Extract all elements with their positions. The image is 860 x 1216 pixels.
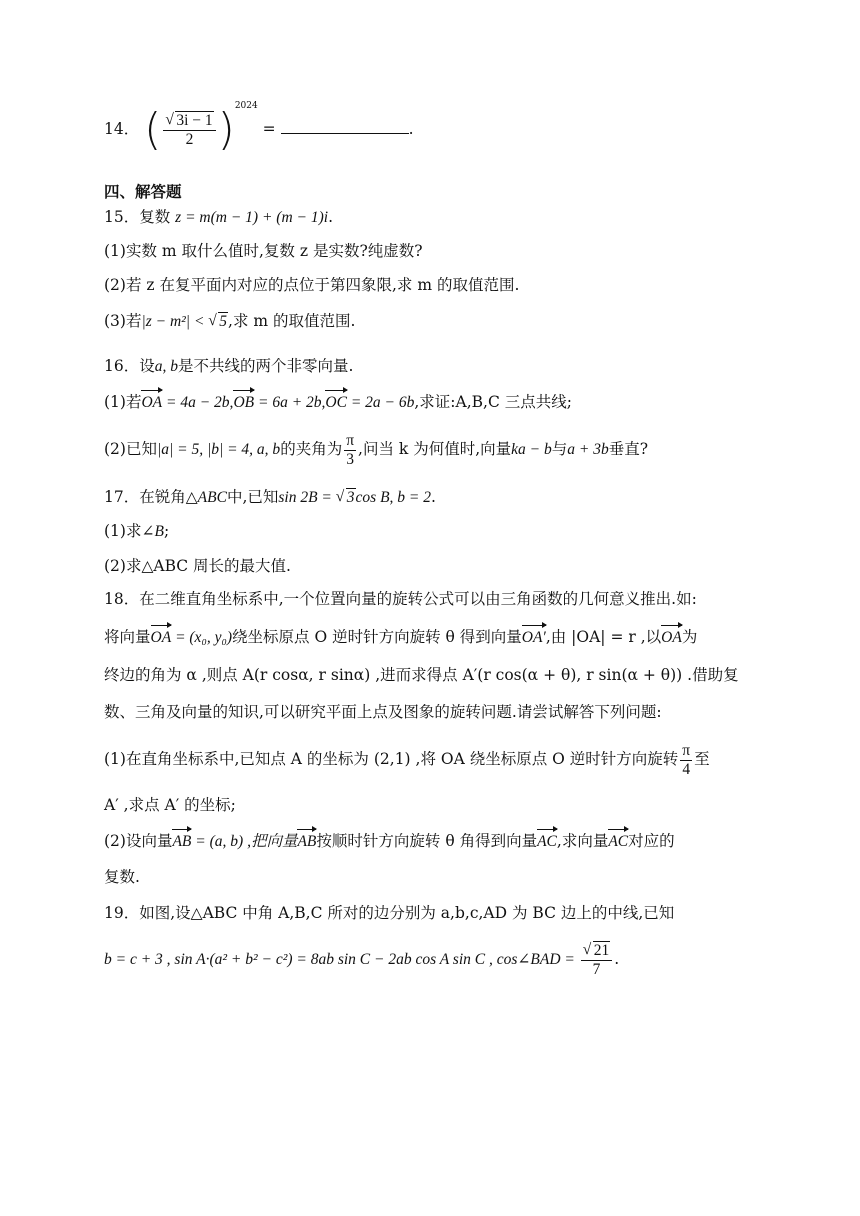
question-18-line-1: 18．在二维直角坐标系中,一个位置向量的旋转公式可以由三角函数的几何意义推出.如: (104, 590, 697, 608)
vector-ac: AC (537, 831, 557, 853)
part-text: 与 (551, 440, 568, 458)
part-text: 按顺时针方向旋转 θ 角得到向量 (316, 832, 538, 850)
period: ; (163, 522, 170, 540)
vector-names: a, b (154, 358, 178, 375)
vector-oc-value: = 2a − 6b (346, 394, 415, 411)
condition-formula: |a| = 5, |b| = 4, a, b (156, 441, 281, 458)
denominator: 4 (682, 760, 691, 778)
question-18-part-1-cont: A′ ,求点 A′ 的坐标; (104, 796, 236, 814)
denominator: 3 (346, 450, 354, 468)
vector-oa-prime: OA′ (522, 627, 546, 649)
part-label: (1)求 (104, 522, 142, 540)
section-heading: 四、解答题 (104, 183, 182, 201)
right-paren: ) (217, 104, 235, 155)
angle-fraction (680, 742, 692, 779)
part-label: (2)已知 (104, 440, 157, 458)
vector-ob: OB (233, 392, 254, 414)
question-19-line-1: 19．如图,设△ABC 中角 A,B,C 所对的边分别为 a,b,c,AD 为 BC 边上的中线,已知 (104, 904, 675, 922)
question-17-stem (104, 486, 764, 509)
stem-formula: cos B, b = 2 (355, 489, 431, 506)
question-18-part-2 (104, 830, 764, 853)
period: . (431, 488, 436, 506)
stem-formula: z = m(m − 1) + (m − 1)i (175, 209, 329, 226)
stem-text-end: 是不共线的两个非零向量. (177, 357, 354, 375)
question-19-line-2 (104, 934, 764, 984)
angle-fraction (344, 432, 356, 469)
vector-oc: OC (325, 392, 347, 414)
equals-sign: = (262, 120, 281, 138)
exponent: 2024 (234, 100, 258, 111)
period: . (328, 208, 333, 226)
question-15-part-2: (2)若 z 在复平面内对应的点位于第四象限,求 m 的取值范围. (104, 276, 520, 294)
vector-oa: OA (661, 627, 682, 649)
inequality: |z − m²| < (141, 313, 209, 330)
numerator: 3i − 1 (176, 111, 213, 129)
question-18-line-4: 数、三角及向量的知识,可以研究平面上点及图象的旋转问题.请尝试解答下列问题: (104, 703, 662, 721)
part-text: ,求证:A,B,C 三点共线; (414, 393, 572, 411)
part-text: ,问当 k 为何值时,向量 (358, 440, 512, 458)
question-17-part-1 (104, 520, 764, 543)
question-17-part-2: (2)求△ABC 周长的最大值. (104, 557, 291, 575)
part-text: 至 (694, 750, 710, 768)
period: . (408, 120, 414, 138)
question-16-part-1 (104, 391, 764, 414)
angle-expr: ∠B (141, 523, 164, 540)
period: . (614, 950, 620, 968)
numerator: π (346, 431, 355, 449)
question-15-part-3 (104, 310, 764, 333)
question-18-line-2 (104, 626, 764, 649)
vector-coords: = (x₀, y₀) (171, 629, 233, 646)
question-16-part-2 (104, 426, 764, 472)
denominator: 7 (592, 960, 601, 978)
vector-coords: = (a, b) ,把向量 (191, 833, 298, 850)
question-16-stem (104, 355, 764, 378)
question-15-stem (104, 206, 764, 229)
stem-text: 17．在锐角 (104, 488, 186, 506)
stem-text: 16．设 (104, 357, 155, 375)
vector-expr-1: ka − b (511, 441, 552, 458)
vector-ob-value: = 6a + 2b, (254, 394, 326, 411)
numerator: π (682, 741, 691, 759)
question-18-part-2-cont: 复数. (104, 868, 140, 886)
left-paren: ( (144, 104, 162, 155)
vector-oa: OA (151, 627, 172, 649)
question-14 (104, 100, 764, 166)
part-label: (1)若 (104, 393, 142, 411)
vector-expr-2: a + 3b (567, 441, 609, 458)
answer-blank[interactable] (281, 117, 409, 134)
part-text: ,求向量 (556, 832, 609, 850)
sqrt-radicand: 5 (219, 313, 228, 330)
denominator: 2 (185, 130, 194, 148)
text: 绕坐标原点 O 逆时针方向旋转 θ 得到向量 (232, 628, 522, 646)
vector-ac: AC (608, 831, 628, 853)
text: 将向量 (104, 628, 151, 646)
fraction (163, 112, 215, 149)
question-number: 14． (104, 120, 140, 138)
vector-ab: AB (172, 831, 191, 853)
vector-oa: OA (141, 392, 162, 414)
text: ,由 |OA| = r ,以 (545, 628, 662, 646)
stem-text: 15．复数 (104, 208, 176, 226)
text: 为 (681, 628, 698, 646)
vector-oa-value: = 4a − 2b, (162, 394, 234, 411)
stem-formula: sin 2B = (278, 489, 336, 506)
sqrt-radicand: 3 (346, 489, 355, 506)
question-18-part-1 (104, 736, 764, 782)
part-label: (3)若 (104, 312, 142, 330)
cos-fraction (581, 942, 613, 979)
part-text: ,求 m 的取值范围. (228, 312, 356, 330)
given-conditions: b = c + 3 , sin A·(a² + b² − c²) = 8ab sin C − 2ab cos A sin C , cos∠BAD = (104, 951, 579, 968)
part-label: (2)设向量 (104, 832, 173, 850)
sqrt-radicand: 21 (593, 941, 610, 959)
part-text: 的夹角为 (280, 440, 343, 458)
question-15-part-1: (1)实数 m 取什么值时,复数 z 是实数?纯虚数? (104, 242, 423, 260)
part-text: (1)在直角坐标系中,已知点 A 的坐标为 (2,1) ,将 OA 绕坐标原点 O 逆时针方向旋转 (104, 750, 679, 768)
part-text: 对应的 (628, 832, 675, 850)
part-text: 垂直? (608, 440, 649, 458)
vector-ab: AB (297, 831, 316, 853)
question-18-line-3: 终边的角为 α ,则点 A(r cosα, r sinα) ,进而求得点 A′(r cos(α + θ), r sin(α + θ)) .借助复 (104, 666, 739, 684)
stem-text: 中,已知 (226, 488, 279, 506)
triangle-name: △ABC (185, 489, 227, 506)
